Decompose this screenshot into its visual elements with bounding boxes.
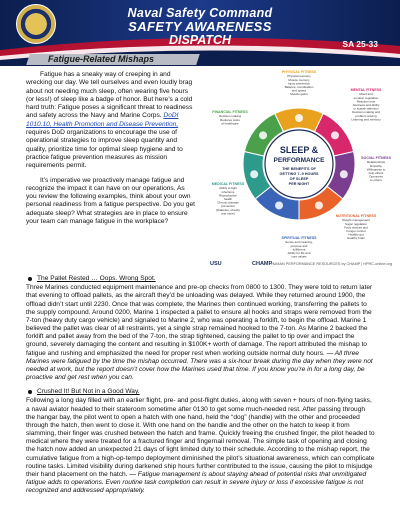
fitness-callout-line: Decision making (218, 114, 242, 119)
fitness-callout-line: purpose and (290, 243, 308, 248)
fitness-domain-icon (275, 201, 283, 209)
fitness-callout (281, 236, 317, 259)
fitness-callout-line: Chronic disease (217, 200, 239, 205)
dodi-link[interactable]: DoDI 1010.10, Health Promotion and Disease Prevention, (26, 112, 179, 128)
fitness-callout-line: to sustain attention (353, 106, 379, 111)
mishap-item (26, 275, 376, 382)
fitness-callout-line: Willingness to (366, 167, 386, 172)
infographic-center-title: SLEEP & (279, 145, 319, 155)
fitness-callout-line: Sense and meaning, (285, 240, 313, 245)
fitness-callout-title: FINANCIAL FITNESS (212, 110, 248, 114)
intro-text (26, 71, 196, 232)
fitness-callout-line: Healthy gut (348, 232, 364, 237)
fitness-callout-title: SOCIAL FITNESS (361, 156, 391, 160)
fitness-callout-line: infections (221, 189, 235, 194)
infographic-center-line3: OF SLEEP (289, 177, 309, 181)
infographic-center-title2: PERFORMANCE (273, 157, 325, 164)
infographic-center-line2: GETTING 7–9 HOURS (279, 172, 319, 176)
fitness-callout-line: fulfillment (292, 247, 306, 252)
fitness-callout (212, 182, 245, 215)
fitness-domain-icon (331, 131, 339, 139)
fitness-callout-line: and more) (221, 211, 235, 216)
fitness-callout-line: Relationships (366, 160, 386, 165)
intro-p1-text-end: requires DoD organizations to encourage the use of operational strategies to improve sleep quantity and quality, prioritize time for optimal sleep hygiene and to practice fatigue prevention measures as mission requirements permit. (26, 129, 183, 170)
intro-paragraph-2: It’s imperative we proactively manage fatigue and recognize the impact it can have on our operations. As you review the following examples, think about your own personal readiness from a fatigue perspective. Do you get adequate sleep? What strategies are in place to ensure your team can manage fatigue in the workplace? (26, 176, 195, 226)
fitness-domain-icon (340, 170, 348, 178)
fitness-callout-line: Openness (369, 174, 383, 179)
fitness-callout-line: and speed (291, 88, 307, 93)
mishap-item-lesson: — All three Marines were fatigued by the time the mishap occurred. There was a six-hour break during the day when they were not needed at work, but the report doesn’t cover how the Marines used that time. If you know you’re in for a long day, be proactive and get rest when you can. (26, 349, 373, 382)
infographic-center-line4: PER NIGHT (288, 182, 310, 186)
usu-logo-text: USU (210, 261, 222, 267)
fitness-callout-line: help others (368, 171, 384, 175)
mishap-item-title: The Pallet Rested … Oops. Wrong Spot. (37, 275, 156, 282)
bullet-icon (28, 390, 32, 394)
fitness-callout-title: PHYSICAL FITNESS (281, 70, 317, 74)
fitness-callout (351, 88, 382, 121)
mishap-item (26, 388, 376, 495)
issue-number: SA 25-33 (342, 39, 378, 49)
fitness-domain-icon (315, 201, 323, 209)
mishap-item-text: Three Marines conducted equipment maintenance and pre-op checks from 0800 to 1300. They were told to return later that evening to offload pallets, as the aircraft they’d be unloading was delayed. While they returned around 1900, the offload didn’t start until 2230. Once that was complete, the Marines then continued working, transferring the pallets to the supply compound. Around 0200, Marine 1 inspected a pallet to ensure all hooks and straps were removed from the 7-ton (heavy duty cargo vehicle) and signaled to Marine 2, who was operating a forklift, to begin the offload. Marine 1 believed the pallet was clear of all restraints, yet a single strap remained hooked to the 7-ton. As Marine 2 backed the forklift and pallet away from the bed of the 7-ton, the strap tightened, causing the pallet to tip over and impact the ground, severely damaging the content and resulting in $100K+ worth of damage. The report attributed the mishap to fatigue and rushing and emphasized the need for proper rest when working outside normal duty hours. (26, 284, 373, 357)
mishap-item-body (26, 284, 376, 382)
fitness-callout-line: Ability for life and (287, 251, 311, 255)
fitness-callout-title: NUTRITIONAL FITNESS (335, 214, 377, 218)
fitness-callout-line: Weight management (342, 218, 370, 223)
fitness-callout-line: prevention (220, 204, 236, 209)
hprc-credit: HUMAN PERFORMANCE RESOURCES by CHAMP | HPRC-online.org (270, 262, 392, 266)
fitness-callout-line: of healthcare (221, 121, 239, 126)
header-org: Naval Safety Command (127, 6, 273, 20)
fitness-callout-line: Reproductive (219, 193, 237, 198)
fitness-callout-line: Injury prevention (287, 81, 311, 86)
fitness-callout (361, 156, 391, 182)
fitness-callout-line: Mood and (359, 92, 373, 97)
fitness-callout-line: emotion regulation (353, 95, 379, 100)
fitness-callout-line: Sugar regulation (344, 221, 368, 226)
fitness-callout-line: Ability to fight (219, 186, 237, 191)
fitness-callout-line: Reduces costs (220, 117, 240, 122)
fitness-callout-line: Physical recovery (287, 74, 311, 79)
fitness-callout (212, 110, 248, 125)
intro-paragraph-1 (26, 71, 196, 171)
fitness-callout-line: Alertness and ability (352, 103, 380, 107)
header-title: SAFETY AWARENESS (128, 19, 272, 34)
bullet-icon (28, 277, 32, 281)
champ-logo-text: CHAMP (252, 261, 273, 267)
section-title: Fatigue-Related Mishaps (48, 54, 155, 64)
fitness-callout-line: health (223, 197, 233, 201)
fitness-callout-line: Muscle memory (288, 77, 310, 82)
header-subtitle: DISPATCH (168, 33, 232, 47)
fitness-callout-line: core values (291, 254, 307, 259)
fitness-callout-line: Decision making and (352, 110, 380, 115)
mishap-item-heading (26, 275, 376, 283)
fitness-callout-title: MENTAL FITNESS (350, 88, 382, 92)
mishap-item-body (26, 397, 376, 495)
intro-p1-text: Fatigue has a sneaky way of creeping in and wrecking our day. We tell ourselves and even loudly brag about not needing much sleep, often wearing five hours (or less!) of sleep like a badge of honor. But here’s a cold hard truth: Fatigue poses a significant threat to readiness and safety across the Navy and Marine Corps. (26, 71, 193, 120)
mishap-items (26, 275, 376, 501)
fitness-callout-line: Muscle gains (290, 92, 308, 97)
mishap-item-lesson: — Fatigue management is about staying ahead of potential risks that unmitigated fatigue adds to operations. Even routine task completion can result in severe injury or loss if excessive fatigue is not recognized and addressed appropriately. (26, 470, 367, 495)
fitness-callout-line: Food choices and (344, 225, 368, 230)
fitness-callout (282, 70, 317, 96)
fitness-callout-title: MEDICAL FITNESS (211, 182, 245, 186)
infographic-center (265, 130, 333, 198)
sleep-performance-infographic (206, 67, 392, 261)
fitness-callout-line: hunger control (346, 229, 366, 233)
fitness-callout-line: Healthy brain (347, 236, 365, 241)
mishap-item-heading (26, 388, 376, 396)
fitness-callout-line: Balance, coordination (284, 85, 314, 89)
fitness-callout-line: problem solving (355, 113, 377, 118)
fitness-domain-icon (250, 170, 258, 178)
fitness-callout-line: to others (370, 178, 382, 183)
mishap-item-text: Following a long day filled with an earlier flight, pre- and post-flight duties, along with seven + hours of non-flying tasks, a naval aviator headed to their stateroom sometime after 0130 to get some much-needed rest. After passing through the hangar bay, the pilot went to open a hatch with one hand, held the “dog” (handle) with the other and proceeded through the hatch, then went to close it. With one hand on the handle and the other on the hatch to keep it from slamming, their finger was crushed between the hatch and frame. Quickly freeing the crushed finger, the pilot headed to medical where they were treated for a fractured finger and fingernail removal. The simple task of opening and closing the hatch now added an unexpected 21 days of light limited duty to their schedule. According to the mishap report, the cumulative fatigue from a high-op-tempo deployment diminished the pilot’s situational awareness, which can complicate routine tasks. Limited visibility during darkened ship hours further contributed to the issue, causing the pilot to misjudge their hand placement on the hatch. (26, 397, 375, 478)
infographic-center-line1: THE BENEFITS OF (282, 167, 316, 171)
fitness-callout-title: SPIRITUAL FITNESS (281, 236, 317, 240)
fitness-domain-icon (259, 131, 267, 139)
fitness-callout-line: Empathy (370, 163, 382, 168)
fitness-callout-line: Reaction time (356, 99, 376, 104)
fitness-callout-line: (Diabetes, obesity (215, 207, 241, 212)
infographic-footer (210, 260, 392, 270)
fitness-domain-icon (295, 114, 303, 122)
fitness-callout (336, 214, 377, 240)
fitness-callout-line: Learning and memory (351, 117, 381, 122)
mishap-item-title: Crushed It! But Not in a Good Way. (37, 388, 140, 396)
